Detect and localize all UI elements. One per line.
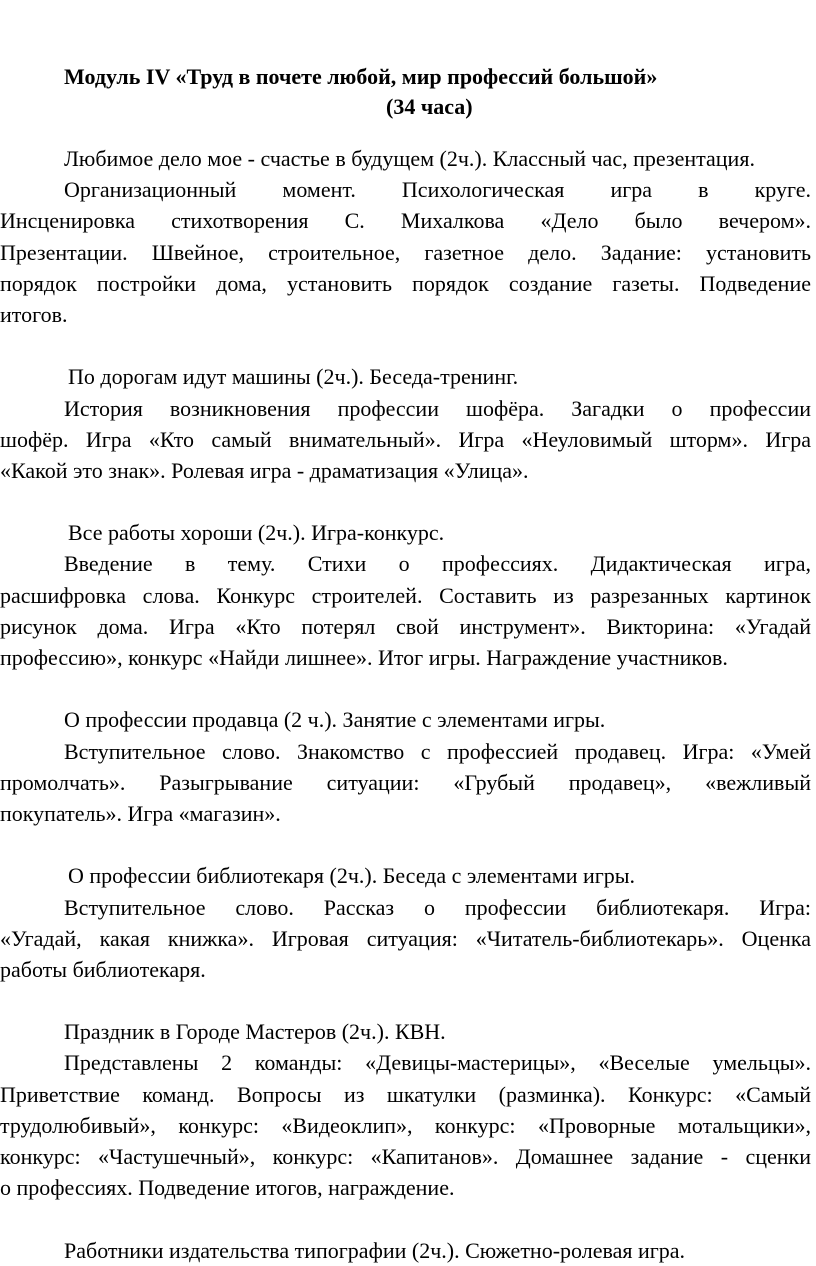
section-heading: Работники издательства типографии (2ч.). Сюжетно-ролевая игра. — [64, 1237, 686, 1263]
spacer — [0, 673, 816, 704]
paragraph-line: трудолюбивый», конкурс: «Видеоклип», конкурс: «Проворные мотальщики», — [0, 1112, 811, 1138]
section-heading: О профессии библиотекаря (2ч.). Беседа с элементами игры. — [68, 863, 636, 889]
module-title: Модуль IV «Труд в почете любой, мир профессий большой» — [64, 64, 658, 89]
section-heading: Все работы хороши (2ч.). Игра-конкурс. — [68, 520, 445, 546]
section-heading: Любимое дело мое - счастье в будущем (2ч.). Классный час, презентация. — [64, 146, 755, 171]
section-heading: О профессии продавца (2 ч.). Занятие с элементами игры. — [64, 707, 606, 733]
spacer — [0, 829, 816, 860]
section-heading: Праздник в Городе Мастеров (2ч.). КВН. — [64, 1019, 446, 1045]
section-heading: По дорогам идут машины (2ч.). Беседа-тренинг. — [68, 364, 519, 390]
paragraph-line: профессию», конкурс «Найди лишнее». Итог игры. Награждение участников. — [0, 645, 728, 670]
spacer — [0, 985, 816, 1016]
paragraph-line: «Угадай, какая книжка». Игровая ситуация: «Читатель-библиотекарь». Оценка — [0, 925, 811, 951]
paragraph-line: Инсценировка стихотворения С. Михалкова «Дело было вечером». — [0, 208, 811, 234]
paragraph-line: шофёр. Игра «Кто самый внимательный». Игра «Неуловимый шторм». Игра — [0, 426, 811, 452]
paragraph-line: о профессиях. Подведение итогов, награждение. — [0, 1175, 455, 1201]
paragraph-line: История возникновения профессии шофёра. Загадки о профессии — [64, 395, 811, 421]
paragraph-line: работы библиотекаря. — [0, 956, 206, 982]
paragraph-line: Представлены 2 команды: «Девицы-мастерицы», «Веселые умельцы». — [64, 1050, 811, 1076]
paragraph-line: промолчать». Разыгрывание ситуации: «Грубый продавец», «вежливый — [0, 769, 811, 795]
paragraph-line: Введение в тему. Стихи о профессиях. Дидактическая игра, — [64, 551, 811, 577]
paragraph-line: покупатель». Игра «магазин». — [0, 800, 281, 826]
paragraph-line: Вступительное слово. Знакомство с профессией продавец. Игра: «Умей — [64, 738, 811, 764]
paragraph-line: расшифровка слова. Конкурс строителей. Составить из разрезанных картинок — [0, 582, 811, 608]
spacer — [0, 330, 816, 361]
paragraph-line: итогов. — [0, 301, 68, 327]
paragraph-line: рисунок дома. Игра «Кто потерял свой инструмент». Викторина: «Угадай — [0, 613, 811, 639]
spacer — [0, 1203, 816, 1234]
paragraph-line: порядок постройки дома, установить порядок создание газеты. Подведение — [0, 270, 811, 296]
paragraph-line: конкурс: «Частушечный», конкурс: «Капитанов». Домашнее задание - сценки — [0, 1144, 811, 1169]
spacer — [0, 486, 816, 517]
paragraph-line: Приветствие команд. Вопросы из шкатулки (разминка). Конкурс: «Самый — [0, 1081, 811, 1107]
module-hours: (34 часа) — [386, 94, 473, 119]
paragraph-line: Вступительное слово. Рассказ о профессии библиотекаря. Игра: — [64, 894, 811, 920]
paragraph-line: Презентации. Швейное, строительное, газетное дело. Задание: установить — [0, 239, 811, 265]
document-body — [0, 143, 816, 1266]
paragraph-line: Организационный момент. Психологическая игра в круге. — [64, 177, 811, 203]
paragraph-line: «Какой это знак». Ролевая игра - драматизация «Улица». — [0, 457, 529, 483]
